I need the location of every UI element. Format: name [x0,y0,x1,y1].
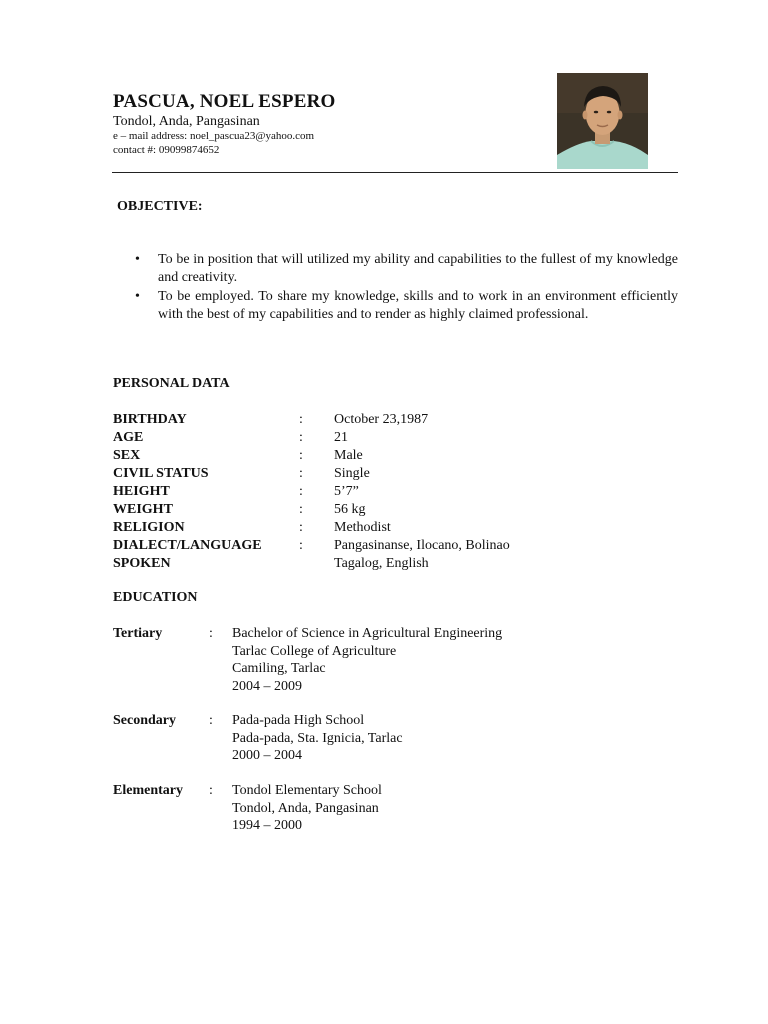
education-line: Pada-pada, Sta. Ignicia, Tarlac [232,730,403,746]
education-line: Camiling, Tarlac [232,661,326,676]
header-divider [112,172,678,173]
applicant-photo [557,73,648,169]
field-label: WEIGHT [113,502,173,517]
field-value: Methodist [334,520,391,535]
field-label: AGE [113,430,144,445]
education-line: 2000 – 2004 [232,748,302,763]
applicant-address: Tondol, Anda, Pangasinan [113,114,260,129]
field-value: October 23,1987 [334,412,429,427]
field-value: Pangasinanse, Ilocano, Bolinao [334,538,510,553]
field-value: Tagalog, English [334,556,429,571]
field-colon: : [299,538,303,553]
field-label: BIRTHDAY [113,412,187,427]
field-label: DIALECT/LANGUAGE [113,538,262,553]
education-colon: : [209,783,213,798]
field-value: 21 [334,430,348,445]
email-line: e – mail address: noel_pascua23@yahoo.com [113,130,315,142]
field-label: SEX [113,448,141,463]
personal-data-heading: PERSONAL DATA [113,376,230,391]
contact-line: contact #: 09099874652 [113,144,220,156]
education-details [232,625,502,695]
objective-text: To be in position that will utilized my ability and capabilities to the fullest of my knowledge and creativity. [158,252,678,285]
field-label: CIVIL STATUS [113,466,209,481]
education-details [232,782,382,835]
objective-text: To be employed. To share my knowledge, skills and to work in an environment efficiently with the best of my capabilities and to render as highly claimed professional. [158,289,678,322]
objective-item [113,251,678,287]
objective-list [113,251,678,325]
education-level-label: Tertiary [113,626,163,641]
field-colon: : [299,448,303,463]
field-colon: : [299,430,303,445]
education-colon: : [209,626,213,641]
field-value: Male [334,448,363,463]
field-label: RELIGION [113,520,185,535]
education-details [232,712,403,765]
field-colon: : [299,502,303,517]
education-line: 2004 – 2009 [232,678,302,694]
education-colon: : [209,713,213,728]
field-colon: : [299,520,303,535]
field-value: 56 kg [334,502,366,517]
field-value: Single [334,466,370,481]
field-label: SPOKEN [113,556,171,571]
education-line: Tarlac College of Agriculture [232,643,397,659]
field-value: 5’7” [334,484,359,499]
field-colon: : [299,412,303,427]
education-line: Tondol Elementary School [232,783,382,798]
bullet-icon: • [135,252,140,267]
education-line: 1994 – 2000 [232,818,302,833]
education-level-label: Elementary [113,783,183,798]
field-colon: : [299,466,303,481]
field-label: HEIGHT [113,484,170,499]
bullet-icon: • [135,289,140,304]
education-line: Tondol, Anda, Pangasinan [232,800,379,816]
objective-heading: OBJECTIVE: [117,199,203,214]
applicant-name: PASCUA, NOEL ESPERO [113,91,336,112]
education-level-label: Secondary [113,713,176,728]
education-line: Bachelor of Science in Agricultural Engineering [232,626,503,641]
education-heading: EDUCATION [113,590,198,605]
objective-item [113,288,678,324]
education-line: Pada-pada High School [232,713,365,728]
field-colon: : [299,484,303,499]
